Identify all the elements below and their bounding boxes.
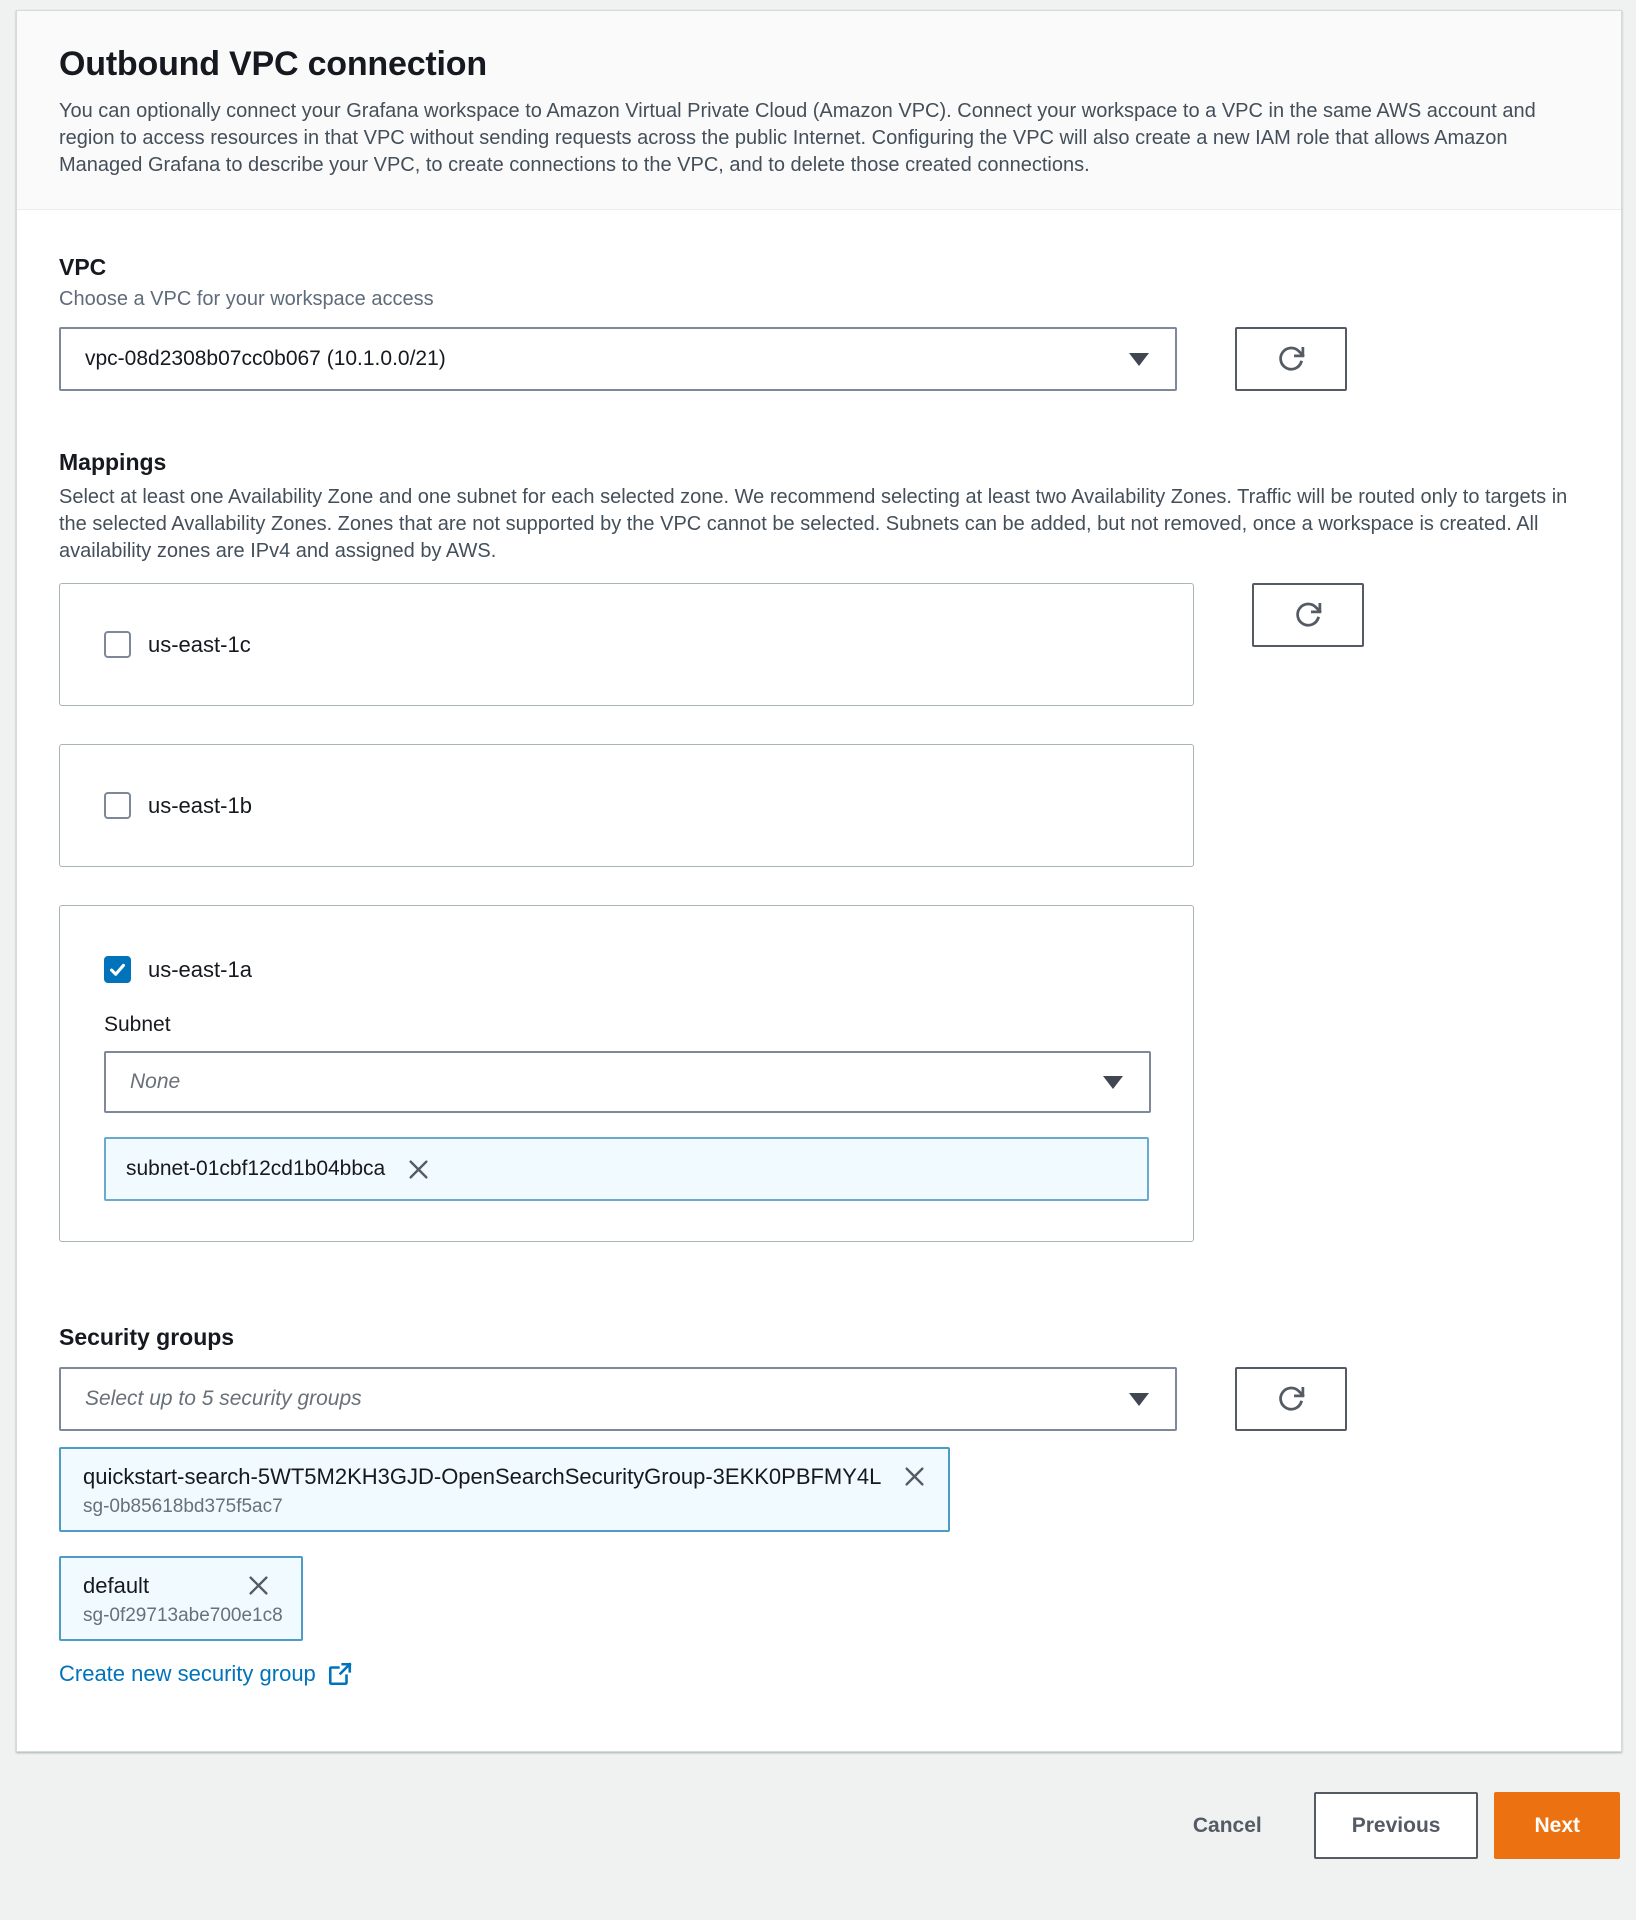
panel-body xyxy=(17,210,1621,1751)
previous-button[interactable]: Previous xyxy=(1314,1792,1479,1859)
chevron-down-icon xyxy=(1129,353,1149,366)
external-link-icon xyxy=(327,1661,353,1687)
checkbox-checked[interactable] xyxy=(104,956,131,983)
chevron-down-icon xyxy=(1129,1393,1149,1406)
security-groups-select[interactable] xyxy=(59,1367,1177,1431)
outbound-vpc-panel xyxy=(16,10,1622,1752)
security-group-token xyxy=(59,1556,303,1641)
subnet-token xyxy=(104,1137,1149,1201)
security-groups-label: Security groups xyxy=(59,1324,235,1350)
create-security-group-label: Create new security group xyxy=(59,1661,316,1686)
checkbox-unchecked[interactable] xyxy=(104,792,131,819)
zone-label[interactable]: us-east-1a xyxy=(148,956,252,982)
mappings-description: Select at least one Availability Zone and one subnet for each selected zone. We recommend selecting at least two Availability Zones. Traffic will be routed only to targets in the selected Avallability Zones. Zones that are not supported by the VPC cannot be selected. Subnets can be added, but not removed, once a workspace is created. All availability zones are IPv4 and assigned by AWS. xyxy=(59,486,1568,562)
zone-card-us-east-1c xyxy=(59,583,1194,706)
checkmark-icon xyxy=(108,960,127,979)
security-groups-refresh-button[interactable] xyxy=(1235,1367,1347,1431)
chevron-down-icon xyxy=(1103,1076,1123,1089)
zone-card-us-east-1a xyxy=(59,905,1194,1242)
security-group-name: default xyxy=(83,1572,150,1598)
subnet-label: Subnet xyxy=(104,1013,171,1036)
next-button[interactable]: Next xyxy=(1494,1792,1620,1859)
wizard-footer xyxy=(0,1752,1636,1903)
panel-header xyxy=(17,11,1621,210)
zone-card-us-east-1b xyxy=(59,744,1194,867)
checkbox-unchecked[interactable] xyxy=(104,631,131,658)
cancel-button[interactable]: Cancel xyxy=(1192,1813,1262,1837)
zones-refresh-button[interactable] xyxy=(1252,583,1364,647)
security-groups-placeholder: Select up to 5 security groups xyxy=(85,1387,362,1410)
vpc-refresh-button[interactable] xyxy=(1235,327,1347,391)
refresh-icon xyxy=(1276,344,1306,374)
subnet-token-remove-button[interactable] xyxy=(403,1154,434,1185)
vpc-label: VPC xyxy=(59,254,107,280)
zone-checkbox-row[interactable] xyxy=(104,631,1149,658)
zone-label[interactable]: us-east-1c xyxy=(148,631,251,657)
zone-checkbox-row[interactable] xyxy=(104,792,1149,819)
zone-checkbox-row[interactable] xyxy=(104,956,1149,983)
subnet-placeholder: None xyxy=(130,1070,181,1093)
vpc-field xyxy=(59,254,1579,391)
zone-label[interactable]: us-east-1b xyxy=(148,792,252,818)
create-security-group-link[interactable] xyxy=(59,1661,353,1687)
close-icon xyxy=(245,1572,272,1599)
security-group-token xyxy=(59,1447,950,1532)
refresh-icon xyxy=(1276,1384,1306,1414)
close-icon xyxy=(405,1156,432,1183)
close-icon xyxy=(901,1463,928,1490)
vpc-selected-value: vpc-08d2308b07cc0b067 (10.1.0.0/21) xyxy=(85,347,446,370)
security-group-id: sg-0b85618bd375f5ac7 xyxy=(83,1496,283,1517)
vpc-description: Choose a VPC for your workspace access xyxy=(59,288,434,310)
security-group-remove-button[interactable] xyxy=(899,1461,930,1492)
subnet-token-label: subnet-01cbf12cd1b04bbca xyxy=(126,1157,386,1180)
page-description: You can optionally connect your Grafana workspace to Amazon Virtual Private Cloud (Amazon VPC). Connect your workspace to a VPC in the same AWS account and region to access resources in that VPC without sending requests across the public Internet. Configuring the VPC will also create a new IAM role that allows Amazon Managed Grafana to describe your VPC, to create connections to the VPC, and to delete those created connections. xyxy=(59,100,1536,176)
page-title: Outbound VPC connection xyxy=(59,45,487,83)
security-group-name: quickstart-search-5WT5M2KH3GJD-OpenSearchSecurityGroup-3EKK0PBFMY4L xyxy=(83,1463,882,1489)
mappings-label: Mappings xyxy=(59,449,167,475)
subnet-select[interactable] xyxy=(104,1051,1151,1113)
refresh-icon xyxy=(1293,600,1323,630)
security-groups-section xyxy=(59,1324,1579,1687)
security-group-remove-button[interactable] xyxy=(243,1570,274,1601)
vpc-select[interactable] xyxy=(59,327,1177,391)
mappings-section xyxy=(59,449,1579,1242)
security-group-id: sg-0f29713abe700e1c8 xyxy=(83,1605,283,1626)
